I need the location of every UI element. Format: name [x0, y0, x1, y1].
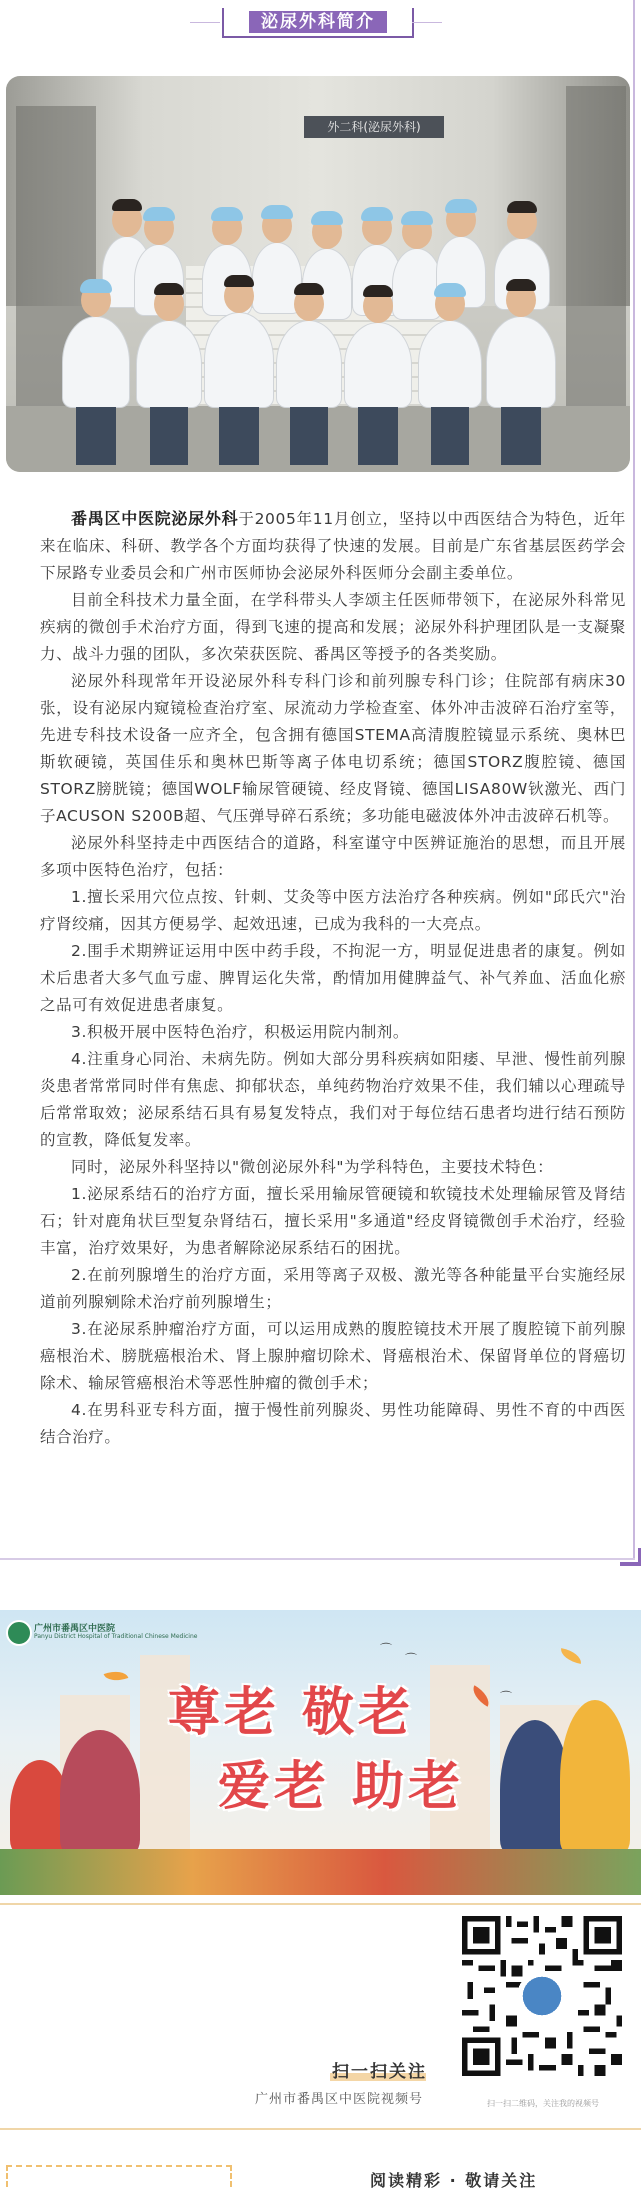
photo-door-right — [566, 86, 626, 406]
paragraph-tech-item-3: 3.在泌尿系肿瘤治疗方面，可以运用成熟的腹腔镜技术开展了腹腔镜下前列腺癌根治术、膀胱癌根治术、肾上腺肿瘤切除术、肾癌根治术、保留肾单位的肾癌切除术、输尿管癌根治术等恶性肿瘤的微创手术； — [40, 1320, 626, 1392]
section-header — [0, 0, 641, 60]
poster-slogan-line-1: 尊老 敬老 — [168, 1682, 415, 1743]
paragraph-minimally-invasive-intro: 同时，泌尿外科坚持以"微创泌尿外科"为学科特色，主要技术特色： — [71, 1158, 554, 1176]
title-rule-right — [412, 22, 442, 23]
paragraph-tcm-item-1: 1.擅长采用穴位点按、针刺、艾灸等中医方法治疗各种疾病。例如"邱氏穴"治疗肾绞痛，因其方便易学、起效迅速，已成为我科的一大亮点。 — [40, 888, 626, 933]
section-title: 泌尿外科简介 — [249, 11, 387, 33]
frame-border-right — [633, 0, 635, 1560]
poster-flower-ground — [0, 1849, 641, 1895]
department-name: 番禺区中医院泌尿外科 — [71, 509, 239, 528]
photo-person — [62, 316, 130, 408]
photo-person — [486, 316, 556, 408]
photo-person — [136, 320, 202, 408]
paragraph-tcm-item-2: 2.围手术期辨证运用中医中药手段，不拘泥一方，明显促进患者的康复。例如术后患者大多气血亏虚、脾胃运化失常，酌情加用健脾益气、补气养血、活血化瘀之品可有效促进患者康复。 — [40, 942, 626, 1014]
frame-corner-ornament — [620, 1548, 641, 1566]
section-title-box — [222, 8, 414, 38]
elderly-care-poster — [0, 1610, 641, 1895]
paragraph-intro — [40, 505, 626, 587]
leaf-icon — [104, 1667, 129, 1686]
title-rule-left — [190, 22, 220, 23]
bird-icon: ⌒ — [500, 1690, 513, 1704]
photo-person — [204, 312, 274, 408]
paragraph-tech-item-2: 2.在前列腺增生的治疗方面，采用等离子双极、激光等各种能量平台实施经尿道前列腺剜除术治疗前列腺增生； — [40, 1266, 626, 1311]
department-introduction — [40, 505, 626, 1451]
photo-person — [276, 320, 342, 408]
photo-person — [418, 320, 482, 408]
scan-to-follow-label: 扫一扫关注 — [332, 2062, 427, 2082]
video-channel-name: 广州市番禺区中医院视频号 — [255, 2092, 424, 2107]
poster-slogan-line-2: 爱老 助老 — [218, 1756, 465, 1817]
footer-divider-top — [0, 1903, 641, 1905]
paragraph-tcm-intro: 泌尿外科坚持走中西医结合的道路，科室谨守中医辨证施治的思想，而且开展多项中医特色治疗，包括： — [40, 834, 626, 879]
paragraph-team: 目前全科技术力量全面，在学科带头人李颂主任医师带领下，在泌尿外科常见疾病的微创手术治疗方面，得到飞速的提高和发展；泌尿外科护理团队是一支凝聚力、战斗力强的团队，多次荣获医院、番禺区等授予的各类奖励。 — [40, 591, 626, 663]
paragraph-tech-item-1: 1.泌尿系结石的治疗方面，擅长采用输尿管硬镜和软镜技术处理输尿管及肾结石；针对鹿角状巨型复杂肾结石，擅长采用"多通道"经皮肾镜微创手术治疗，经验丰富，治疗效果好，为患者解除泌尿系结石的困扰。 — [40, 1185, 626, 1257]
poster-hospital-name: 广州市番禺区中医院 — [34, 1624, 116, 1634]
bottom-dashed-box — [6, 2165, 232, 2187]
footer-divider-bottom — [0, 2128, 641, 2130]
paragraph-facilities: 泌尿外科现常年开设泌尿外科专科门诊和前列腺专科门诊；住院部有病床30张，设有泌尿内窥镜检查治疗室、尿流动力学检查室、体外冲击波碎石治疗室等，先进专科技术设备一应齐全，包含拥有德国STEMA高清腹腔镜显示系统、奥林巴斯软硬镜，英国佳乐和奥林巴斯等离子体电切系统；德国STORZ腹腔镜、德国STORZ膀胱镜；德国WOLF输尿管硬镜、经皮肾镜、德国LISA80W钬激光、西门子ACUSON S200B超、气压弹导碎石系统；多功能电磁波体外冲击波碎石机等。 — [40, 672, 626, 825]
poster-character-grandmother — [60, 1730, 140, 1860]
paragraph-tcm-item-3: 3.积极开展中医特色治疗，积极运用院内制剂。 — [71, 1023, 409, 1041]
paragraph-tcm-item-4: 4.注重身心同治、未病先防。例如大部分男科疾病如阳痿、早泄、慢性前列腺炎患者常常同时伴有焦虑、抑郁状态，单纯药物治疗效果不佳，我们辅以心理疏导后常常取效；泌尿系结石具有易复发特点，我们对于每位结石患者均进行结石预防的宣教，降低复发率。 — [40, 1050, 626, 1149]
hospital-logo-icon — [6, 1620, 32, 1646]
poster-hospital-name-en: Panyu District Hospital of Traditional Chinese Medicine — [34, 1633, 198, 1640]
paragraph-intro-text: 于2005年11月创立，坚持以中西医结合为特色，近年来在临床、科研、教学各个方面均获得了快速的发展。目前是广东省基层医药学会下尿路专业委员会和广州市医师协会泌尿外科医师分会副主委单位。 — [40, 510, 626, 582]
poster-character-adult — [560, 1700, 630, 1860]
qr-code[interactable] — [462, 1916, 622, 2076]
leaf-icon — [559, 1648, 583, 1664]
bird-icon: ⌒ — [380, 1642, 393, 1656]
team-group-photo — [6, 76, 630, 472]
paragraph-tech-item-4: 4.在男科亚专科方面，擅于慢性前列腺炎、男性功能障碍、男性不育的中西医结合治疗。 — [40, 1401, 626, 1446]
bottom-follow-text: 阅读精彩 · 敬请关注 — [370, 2171, 538, 2190]
frame-border-bottom — [0, 1558, 635, 1560]
photo-person — [392, 248, 442, 320]
qr-caption: 扫一扫二维码，关注我的视频号 — [487, 2099, 599, 2108]
bird-icon: ⌒ — [405, 1652, 418, 1666]
photo-door-sign: 外二科(泌尿外科) — [304, 116, 444, 138]
photo-person — [344, 322, 412, 408]
